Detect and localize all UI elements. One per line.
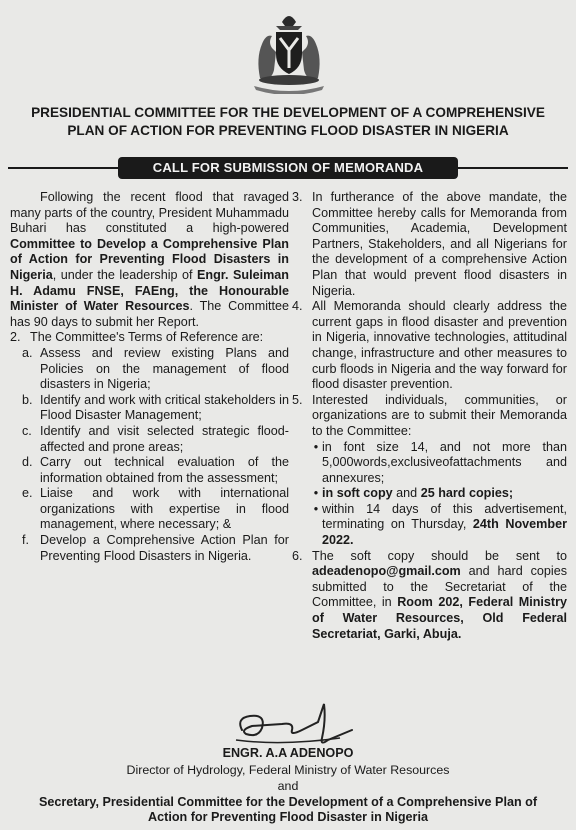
term-text: Identify and work with critical stakeholders in Flood Disaster Management; [40, 392, 289, 423]
term-text: Carry out technical evaluation of the information obtained from the assessment; [40, 455, 289, 485]
secretary-line-1: Secretary, Presidential Committee for the Development of a Comprehensive Plan of [38, 795, 538, 809]
term-text: Identify and visit selected strategic flood-affected and prone areas; [40, 423, 289, 454]
p3-text: In furtherance of the above mandate, the Committee hereby calls for Memoranda from Communities, Academia, Development Partners, Stakeholders, and all Nigerians for the development of a comprehensive Action Plan that would prevent flood disasters in Nigeria. [312, 190, 567, 298]
term-letter: a. [22, 345, 33, 360]
term-text: Liaise and work with international organizations with expertise in flood management, where necessary; & [40, 486, 289, 532]
p5-text: Interested individuals, communities, or organizations are to submit their Memoranda to the Committee: [312, 392, 567, 438]
bullet-icon: • [313, 439, 319, 454]
p1-text-c: , under the leadership of [52, 267, 198, 282]
term-letter: d. [22, 455, 33, 470]
title-line-2: PLAN OF ACTION FOR PREVENTING FLOOD DISASTER IN NIGERIA [67, 123, 509, 138]
signatory-title: Director of Hydrology, Federal Ministry of Water Resources [126, 763, 450, 777]
signatory-name: ENGR. A.A ADENOPO [222, 746, 354, 760]
bullet-text [322, 502, 567, 549]
committee-name: Committee to Develop a Comprehensive Plan of Action for Preventing Flood Disasters in Nigeria [10, 236, 289, 282]
hard-copies: 25 hard copies; [420, 486, 514, 501]
secretary-title [0, 795, 576, 825]
p2-number: 2. [10, 330, 21, 345]
p2-text: The Committee's Terms of Reference are: [30, 330, 264, 345]
p5-number: 5. [292, 392, 303, 407]
paragraph-4 [292, 299, 567, 393]
paragraph-1 [10, 190, 289, 330]
p6-number: 6. [292, 548, 303, 563]
email-address[interactable]: adeadenopo@gmail.com [312, 564, 461, 579]
p1-text-e: . The Committee has 90 days to submit her Report. [10, 299, 290, 329]
title-line-1: PRESIDENTIAL COMMITTEE FOR THE DEVELOPMENT OF A COMPREHENSIVE [31, 105, 545, 120]
right-column [292, 190, 567, 642]
coat-of-arms-icon [246, 8, 332, 94]
term-letter: e. [22, 486, 33, 501]
p6-text [312, 549, 567, 643]
p4-text: All Memoranda should clearly address the current gaps in flood disaster and prevention in Nigeria, innovative technologies, attitudinal change, infrastructure and other measures to curb floods in Nigeria and the way forward for flood disaster prevention. [312, 299, 567, 392]
paragraph-3 [292, 190, 567, 299]
paragraph-2 [10, 330, 289, 346]
paragraph-6 [292, 549, 567, 643]
p3-number: 3. [292, 190, 303, 204]
paragraph-5 [292, 393, 567, 440]
term-f [22, 533, 289, 564]
bullet-deadline [310, 502, 567, 549]
term-c [22, 424, 289, 455]
term-b [22, 393, 289, 424]
chairman-name: Engr. Suleiman H. Adamu FNSE, FAEng, the Honourable Minister of Water Resources [10, 267, 289, 314]
term-d [22, 455, 289, 486]
and-text: and [277, 779, 299, 793]
bullet-font-size [310, 440, 567, 487]
term-text: Assess and review existing Plans and Policies on the management of flood disasters in Nigeria; [40, 345, 289, 392]
deadline-text: within 14 days of this advertisement, terminating on Thursday, [322, 501, 567, 532]
notice-title [10, 104, 566, 140]
submission-address: Room 202, Federal Ministry of Water Resources, Old Federal Secretariat, Garki, Abuja. [312, 595, 567, 641]
term-a [22, 346, 289, 393]
p6-text-c: and hard copies submitted to the Secretariat of the Committee, in [312, 564, 567, 610]
term-letter: b. [22, 392, 33, 407]
left-column [10, 190, 289, 564]
bullet-copies [310, 486, 567, 502]
term-letter: f. [22, 533, 29, 548]
signature-icon [222, 700, 362, 752]
p4-number: 4. [292, 299, 303, 314]
bullet-text [322, 486, 567, 502]
bullet-text: in font size 14, and not more than 5,000words,exclusiveofattachments and annexures; [322, 439, 567, 485]
term-text: Develop a Comprehensive Action Plan for Preventing Flood Disasters in Nigeria. [40, 533, 289, 563]
and-text: and [392, 486, 421, 501]
term-letter: c. [22, 423, 32, 438]
soft-copy: in soft copy [322, 486, 393, 501]
call-banner: CALL FOR SUBMISSION OF MEMORANDA [118, 157, 458, 179]
deadline-date: 24th November 2022. [322, 517, 567, 548]
term-e [22, 486, 289, 533]
p6-text-a: The soft copy should be sent to [312, 548, 567, 563]
bullet-icon: • [313, 501, 319, 516]
secretary-line-2: Action for Preventing Flood Disaster in Nigeria [148, 810, 428, 824]
p1-text-a: Following the recent flood that ravaged many parts of the country, President Muhammadu Buhari has constituted a high-powered [10, 190, 289, 236]
bullet-icon: • [313, 486, 319, 501]
